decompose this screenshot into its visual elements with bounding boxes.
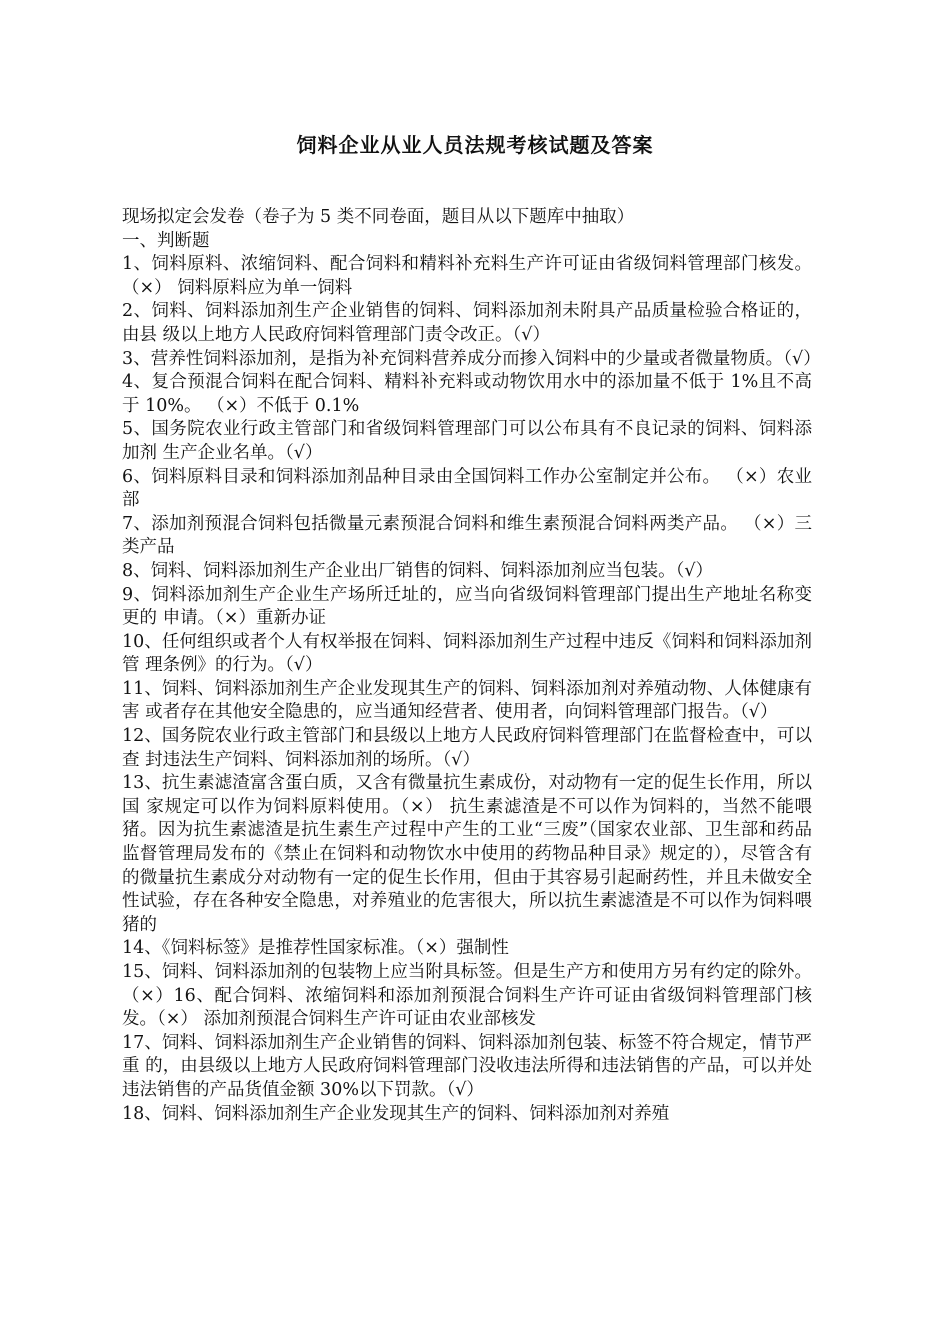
question-item: 15、饲料、饲料添加剂的包装物上应当附具标签。但是生产方和使用方另有约定的除外。（×）16、配合饲料、浓缩饲料和添加剂预混合饲料生产许可证由省级饲料管理部门核发。（×） 添加剂预混合饲料生产许可证由农业部核发	[122, 962, 812, 1030]
question-item: 9、饲料添加剂生产企业生产场所迁址的，应当向省级饲料管理部门提出生产地址名称变更的 申请。（×）重新办证	[122, 584, 812, 629]
question-item: 7、添加剂预混合饲料包括微量元素预混合饲料和维生素预混合饲料两类产品。 （×）三类产品	[122, 513, 812, 558]
section-heading: 一、判断题	[122, 230, 210, 251]
question-item: 1、饲料原料、浓缩饲料、配合饲料和精料补充料生产许可证由省级饲料管理部门核发。（×） 饲料原料应为单一饲料	[122, 254, 812, 298]
question-item: 12、国务院农业行政主管部门和县级以上地方人民政府饲料管理部门在监督检查中，可以查 封违法生产饲料、饲料添加剂的场所。（√）	[122, 726, 812, 770]
question-item: 2、饲料、饲料添加剂生产企业销售的饲料、饲料添加剂未附具产品质量检验合格证的，由县 级以上地方人民政府饲料管理部门责令改正。（√）	[122, 301, 812, 345]
question-item: 3、营养性饲料添加剂，是指为补充饲料营养成分而掺入饲料中的少量或者微量物质。（√）4、复合预混合饲料在配合饲料、精料补充料或动物饮用水中的添加量不低于 1%且不高于 10%。 （×）不低于 0.1%	[122, 348, 812, 416]
question-item: 5、国务院农业行政主管部门和省级饲料管理部门可以公布具有不良记录的饲料、饲料添加剂 生产企业名单。（√）	[122, 419, 812, 463]
document-title: 饲料企业从业人员法规考核试题及答案	[296, 133, 654, 157]
question-item: 18、饲料、饲料添加剂生产企业发现其生产的饲料、饲料添加剂对养殖	[122, 1103, 670, 1124]
question-item: 13、抗生素滤渣富含蛋白质，又含有微量抗生素成份，对动物有一定的促生长作用，所以国 家规定可以作为饲料原料使用。（×） 抗生素滤渣是不可以作为饲料的，当然不能喂猪。因为抗生素滤渣是抗生素生产过程中产生的工业“三废”（国家农业部、卫生部和药品监督管理局发布的《禁止在饲料和动物饮水中使用的药物品种目录》规定的），尽管含有的微量抗生素成分对动物有一定的促生长作用，但由于其容易引起耐药性，并且未做安全性试验，存在各种安全隐患，对养殖业的危害很大，所以抗生素滤渣是不可以作为饲料喂猪的	[122, 773, 812, 935]
question-item: 10、任何组织或者个人有权举报在饲料、饲料添加剂生产过程中违反《饲料和饲料添加剂管 理条例》的行为。（√）	[122, 631, 812, 676]
question-item: 11、饲料、饲料添加剂生产企业发现其生产的饲料、饲料添加剂对养殖动物、人体健康有害 或者存在其他安全隐患的，应当通知经营者、使用者，向饲料管理部门报告。（√）	[122, 678, 812, 723]
question-item: 6、饲料原料目录和饲料添加剂品种目录由全国饲料工作办公室制定并公布。 （×）农业部	[122, 466, 812, 511]
intro-paragraph: 现场拟定会发卷（卷子为 5 类不同卷面，题目从以下题库中抽取）	[122, 207, 635, 227]
document-body	[122, 206, 812, 1126]
question-item: 17、饲料、饲料添加剂生产企业销售的饲料、饲料添加剂包装、标签不符合规定，情节严重 的，由县级以上地方人民政府饲料管理部门没收违法所得和违法销售的产品，可以并处违法销售的产品货值金额 30%以下罚款。（√）	[122, 1032, 812, 1100]
question-item: 14、《饲料标签》是推荐性国家标准。（×）强制性	[122, 938, 509, 959]
question-item: 8、饲料、饲料添加剂生产企业出厂销售的饲料、饲料添加剂应当包装。（√）	[122, 560, 714, 581]
